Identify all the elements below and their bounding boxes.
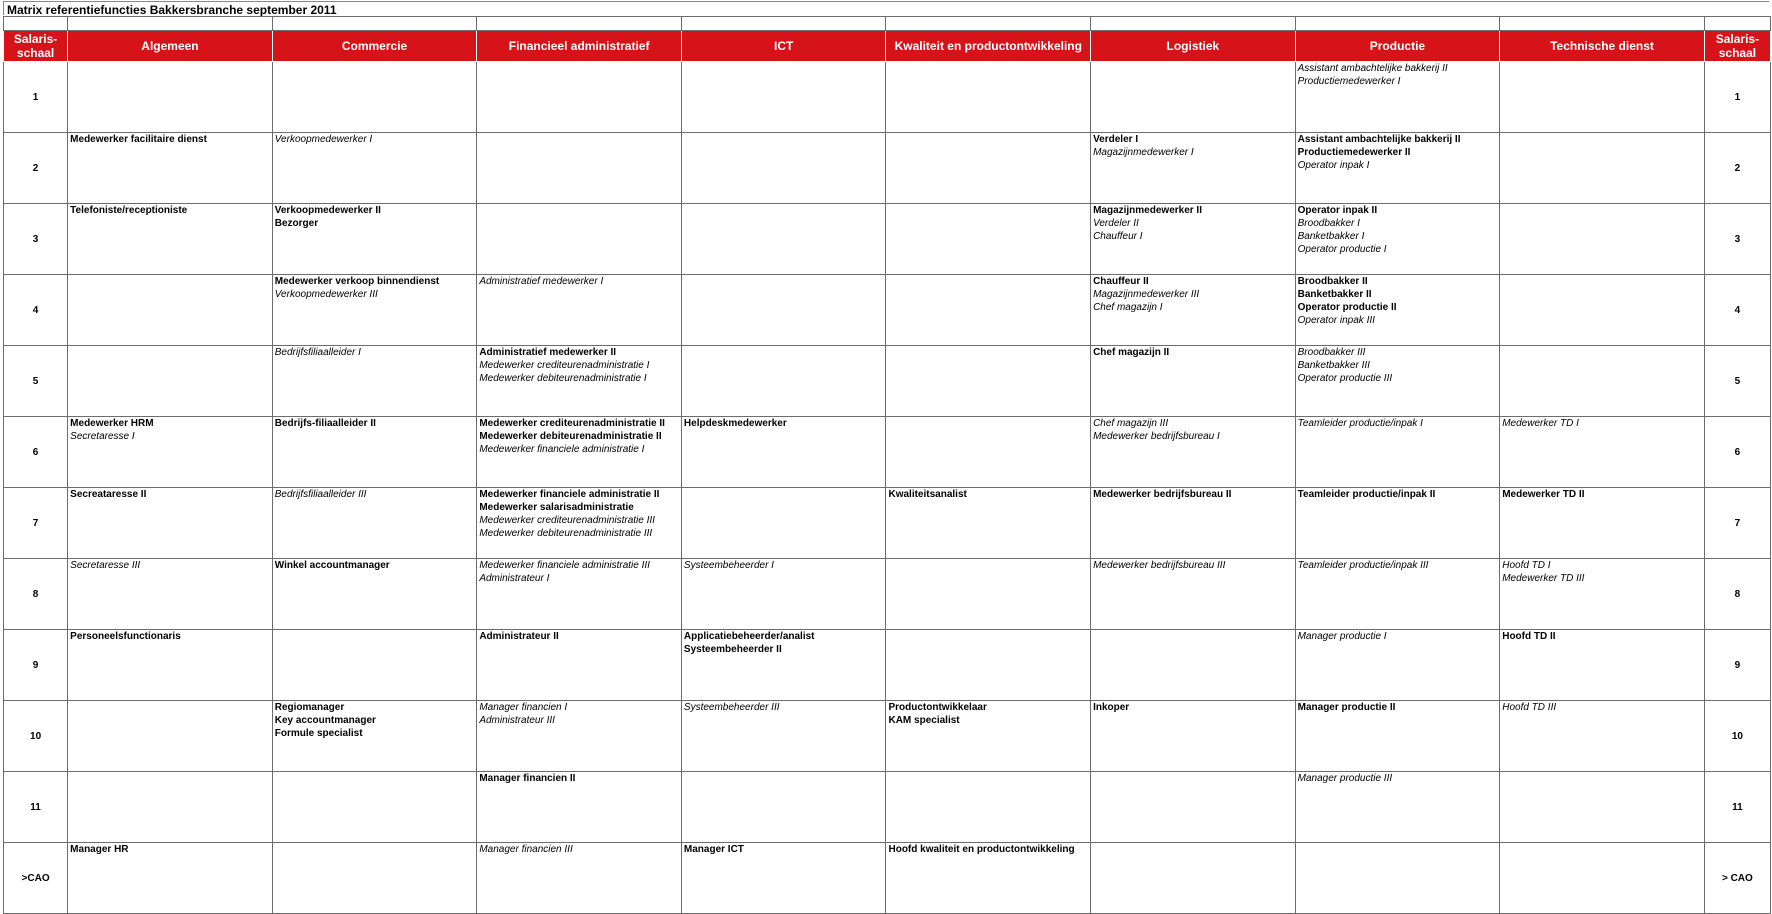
- job-function: Regiomanager: [274, 702, 345, 713]
- job-function: Verkoopmedewerker I: [274, 134, 373, 145]
- matrix-cell: [477, 346, 682, 417]
- matrix-cell: [68, 133, 273, 204]
- salary-scale-left: 7: [4, 488, 68, 559]
- salary-scale-right: 6: [1704, 417, 1770, 488]
- job-function: Verdeler II: [1093, 218, 1139, 229]
- job-function: Secretaresse I: [70, 431, 135, 442]
- matrix-cell: [681, 275, 886, 346]
- matrix-cell: [1500, 204, 1705, 275]
- job-function: Hoofd kwaliteit en productontwikkeling: [888, 844, 1075, 855]
- matrix-cell: [272, 630, 477, 701]
- job-function: Medewerker facilitaire dienst: [70, 134, 207, 145]
- job-function: Operator inpak I: [1297, 160, 1370, 171]
- matrix-cell: [886, 346, 1091, 417]
- job-function: Hoofd TD II: [1502, 631, 1556, 642]
- table-row: [4, 630, 1771, 701]
- job-function: Medewerker crediteurenadministratie III: [479, 515, 655, 526]
- matrix-cell: [1091, 62, 1296, 133]
- matrix-cell: [1295, 559, 1500, 630]
- matrix-cell: [1500, 843, 1705, 914]
- salary-scale-right: 4: [1704, 275, 1770, 346]
- job-function: Bedrijfsfiliaalleider III: [274, 489, 367, 500]
- matrix-cell: [1500, 559, 1705, 630]
- table-row: [4, 133, 1771, 204]
- job-function: Secreataresse II: [70, 489, 147, 500]
- job-function: Chef magazijn I: [1093, 302, 1163, 313]
- salary-scale-left: 6: [4, 417, 68, 488]
- job-function: Manager productie I: [1297, 631, 1387, 642]
- job-function: Chef magazijn II: [1093, 347, 1170, 358]
- header-row: [4, 31, 1771, 62]
- table-row: [4, 701, 1771, 772]
- matrix-cell: [886, 275, 1091, 346]
- table-row: [4, 843, 1771, 914]
- table-row: [4, 772, 1771, 843]
- matrix-cell: [681, 62, 886, 133]
- matrix-cell: [1091, 346, 1296, 417]
- matrix-cell: [272, 417, 477, 488]
- job-function: Medewerker financiele administratie I: [479, 444, 645, 455]
- matrix-cell: [272, 275, 477, 346]
- matrix-cell: [1295, 346, 1500, 417]
- job-function: Medewerker crediteurenadministratie I: [479, 360, 650, 371]
- job-function: Operator inpak II: [1297, 205, 1378, 216]
- job-function: Medewerker debiteurenadministratie III: [479, 528, 653, 539]
- matrix-cell: [1295, 62, 1500, 133]
- matrix-cell: [886, 843, 1091, 914]
- job-function: Hoofd TD III: [1502, 702, 1557, 713]
- salary-scale-left: 10: [4, 701, 68, 772]
- job-function: Manager productie III: [1297, 773, 1393, 784]
- matrix-cell: [681, 204, 886, 275]
- job-function: Assistant ambachtelijke bakkerij II: [1297, 63, 1448, 74]
- salary-scale-right: 10: [1704, 701, 1770, 772]
- matrix-cell: [68, 62, 273, 133]
- salary-scale-right: 5: [1704, 346, 1770, 417]
- matrix-cell: [272, 488, 477, 559]
- matrix-cell: [1295, 488, 1500, 559]
- matrix-cell: [272, 62, 477, 133]
- matrix-cell: [1091, 204, 1296, 275]
- job-function: Medewerker TD II: [1502, 489, 1585, 500]
- function-matrix: [3, 16, 1771, 914]
- job-function: Medewerker salarisadministratie: [479, 502, 634, 513]
- job-function: Operator inpak III: [1297, 315, 1375, 326]
- matrix-cell: [68, 843, 273, 914]
- header-ict: ICT: [681, 31, 886, 62]
- job-function: Bedrijfs-filiaalleider II: [274, 418, 376, 429]
- job-function: Systeembeheerder III: [683, 702, 780, 713]
- job-function: Manager ICT: [683, 844, 744, 855]
- matrix-cell: [477, 630, 682, 701]
- job-function: Manager financien III: [479, 844, 573, 855]
- matrix-cell: [1091, 630, 1296, 701]
- matrix-cell: [68, 346, 273, 417]
- salary-scale-right: 8: [1704, 559, 1770, 630]
- matrix-cell: [1500, 488, 1705, 559]
- matrix-cell: [477, 275, 682, 346]
- job-function: Systeembeheerder I: [683, 560, 774, 571]
- matrix-cell: [1091, 559, 1296, 630]
- job-function: Broodbakker III: [1297, 347, 1366, 358]
- salary-scale-left: 2: [4, 133, 68, 204]
- matrix-cell: [886, 488, 1091, 559]
- job-function: Personeelsfunctionaris: [70, 631, 181, 642]
- matrix-cell: [1295, 204, 1500, 275]
- matrix-cell: [681, 488, 886, 559]
- job-function: Medewerker debiteurenadministratie II: [479, 431, 662, 442]
- matrix-cell: [1295, 133, 1500, 204]
- job-function: Teamleider productie/inpak III: [1297, 560, 1429, 571]
- matrix-cell: [886, 62, 1091, 133]
- salary-scale-left: 3: [4, 204, 68, 275]
- matrix-cell: [272, 701, 477, 772]
- job-function: Administrateur I: [479, 573, 550, 584]
- matrix-cell: [68, 204, 273, 275]
- job-function: Medewerker debiteurenadministratie I: [479, 373, 647, 384]
- job-function: Chauffeur II: [1093, 276, 1149, 287]
- matrix-cell: [477, 488, 682, 559]
- matrix-cell: [681, 559, 886, 630]
- job-function: Telefoniste/receptioniste: [70, 205, 188, 216]
- job-function: KAM specialist: [888, 715, 960, 726]
- header-algemeen: Algemeen: [68, 31, 273, 62]
- matrix-cell: [477, 133, 682, 204]
- salary-scale-left: 5: [4, 346, 68, 417]
- matrix-cell: [1295, 772, 1500, 843]
- matrix-cell: [1295, 275, 1500, 346]
- matrix-cell: [1500, 772, 1705, 843]
- matrix-cell: [272, 772, 477, 843]
- job-function: Magazijnmedewerker II: [1093, 205, 1202, 216]
- matrix-cell: [886, 701, 1091, 772]
- matrix-cell: [681, 843, 886, 914]
- matrix-cell: [681, 346, 886, 417]
- header-productie: Productie: [1295, 31, 1500, 62]
- salary-scale-left: >CAO: [4, 843, 68, 914]
- matrix-cell: [477, 772, 682, 843]
- matrix-cell: [1500, 701, 1705, 772]
- salary-scale-right: 9: [1704, 630, 1770, 701]
- job-function: Medewerker TD I: [1502, 418, 1579, 429]
- job-function: Bedrijfsfiliaalleider I: [274, 347, 361, 358]
- job-function: Medewerker financiele administratie III: [479, 560, 650, 571]
- job-function: Teamleider productie/inpak II: [1297, 489, 1436, 500]
- job-function: Productiemedewerker I: [1297, 76, 1401, 87]
- matrix-cell: [477, 843, 682, 914]
- job-function: Verkoopmedewerker II: [274, 205, 381, 216]
- job-function: Manager financien II: [479, 773, 576, 784]
- job-function: Inkoper: [1093, 702, 1130, 713]
- matrix-cell: [1500, 275, 1705, 346]
- salary-scale-right: > CAO: [1704, 843, 1770, 914]
- matrix-cell: [681, 772, 886, 843]
- job-function: Secretaresse III: [70, 560, 141, 571]
- matrix-cell: [477, 62, 682, 133]
- job-function: Chef magazijn III: [1093, 418, 1169, 429]
- matrix-cell: [886, 133, 1091, 204]
- sheet-title: Matrix referentiefuncties Bakkersbranche september 2011: [3, 1, 1769, 15]
- matrix-cell: [1091, 488, 1296, 559]
- job-function: Systeembeheerder II: [683, 644, 782, 655]
- matrix-cell: [1091, 417, 1296, 488]
- job-function: Verdeler I: [1093, 134, 1139, 145]
- job-function: Formule specialist: [274, 728, 363, 739]
- salary-scale-right: 2: [1704, 133, 1770, 204]
- job-function: Banketbakker III: [1297, 360, 1370, 371]
- header-scale-left: Salaris- schaal: [4, 31, 68, 62]
- table-row: [4, 62, 1771, 133]
- matrix-cell: [886, 772, 1091, 843]
- job-function: Broodbakker II: [1297, 276, 1368, 287]
- header-technische-dienst: Technische dienst: [1500, 31, 1705, 62]
- salary-scale-left: 4: [4, 275, 68, 346]
- job-function: Teamleider productie/inpak I: [1297, 418, 1423, 429]
- matrix-cell: [68, 275, 273, 346]
- job-function: Operator productie II: [1297, 302, 1397, 313]
- job-function: Medewerker bedrijfsbureau II: [1093, 489, 1232, 500]
- salary-scale-left: 9: [4, 630, 68, 701]
- header-commercie: Commercie: [272, 31, 477, 62]
- salary-scale-left: 11: [4, 772, 68, 843]
- matrix-cell: [681, 417, 886, 488]
- matrix-cell: [1500, 417, 1705, 488]
- matrix-cell: [272, 133, 477, 204]
- matrix-cell: [272, 843, 477, 914]
- matrix-cell: [272, 559, 477, 630]
- matrix-cell: [68, 630, 273, 701]
- spacer-row: [4, 17, 1771, 31]
- job-function: Banketbakker I: [1297, 231, 1365, 242]
- salary-scale-left: 8: [4, 559, 68, 630]
- matrix-cell: [68, 559, 273, 630]
- job-function: Operator productie III: [1297, 373, 1393, 384]
- matrix-cell: [272, 204, 477, 275]
- matrix-cell: [68, 488, 273, 559]
- job-function: Applicatiebeheerder/analist: [683, 631, 815, 642]
- job-function: Manager financien I: [479, 702, 568, 713]
- matrix-cell: [1500, 630, 1705, 701]
- matrix-cell: [1295, 701, 1500, 772]
- table-row: [4, 275, 1771, 346]
- job-function: Helpdeskmedewerker: [683, 418, 787, 429]
- matrix-cell: [1091, 772, 1296, 843]
- matrix-cell: [68, 701, 273, 772]
- salary-scale-right: 1: [1704, 62, 1770, 133]
- job-function: Medewerker financiele administratie II: [479, 489, 660, 500]
- job-function: Assistant ambachtelijke bakkerij II: [1297, 134, 1461, 145]
- matrix-cell: [68, 772, 273, 843]
- job-function: Magazijnmedewerker III: [1093, 289, 1200, 300]
- job-function: Medewerker crediteurenadministratie II: [479, 418, 665, 429]
- job-function: Administrateur II: [479, 631, 559, 642]
- salary-scale-right: 3: [1704, 204, 1770, 275]
- job-function: Banketbakker II: [1297, 289, 1372, 300]
- matrix-cell: [477, 204, 682, 275]
- job-function: Hoofd TD I: [1502, 560, 1551, 571]
- job-function: Winkel accountmanager: [274, 560, 390, 571]
- job-function: Broodbakker I: [1297, 218, 1360, 229]
- job-function: Chauffeur I: [1093, 231, 1143, 242]
- job-function: Magazijnmedewerker I: [1093, 147, 1194, 158]
- job-function: Administratief medewerker II: [479, 347, 617, 358]
- job-function: Productiemedewerker II: [1297, 147, 1411, 158]
- header-financieel-administratief: Financieel administratief: [477, 31, 682, 62]
- job-function: Manager HR: [70, 844, 129, 855]
- job-function: Bezorger: [274, 218, 319, 229]
- matrix-cell: [477, 701, 682, 772]
- matrix-cell: [681, 133, 886, 204]
- job-function: Medewerker bedrijfsbureau III: [1093, 560, 1226, 571]
- matrix-cell: [1091, 133, 1296, 204]
- table-row: [4, 204, 1771, 275]
- matrix-cell: [477, 417, 682, 488]
- job-function: Medewerker HRM: [70, 418, 154, 429]
- job-function: Administratief medewerker I: [479, 276, 604, 287]
- job-function: Medewerker verkoop binnendienst: [274, 276, 440, 287]
- header-kwaliteit: Kwaliteit en productontwikkeling: [886, 31, 1091, 62]
- matrix-cell: [1500, 346, 1705, 417]
- table-row: [4, 559, 1771, 630]
- matrix-cell: [1295, 417, 1500, 488]
- job-function: Key accountmanager: [274, 715, 376, 726]
- matrix-cell: [681, 630, 886, 701]
- matrix-cell: [1295, 843, 1500, 914]
- matrix-cell: [1091, 275, 1296, 346]
- job-function: Manager productie II: [1297, 702, 1396, 713]
- matrix-cell: [272, 346, 477, 417]
- matrix-cell: [1091, 843, 1296, 914]
- job-function: Medewerker bedrijfsbureau I: [1093, 431, 1220, 442]
- matrix-cell: [886, 559, 1091, 630]
- table-row: [4, 417, 1771, 488]
- matrix-cell: [886, 630, 1091, 701]
- matrix-cell: [68, 417, 273, 488]
- matrix-cell: [1500, 133, 1705, 204]
- matrix-cell: [886, 204, 1091, 275]
- matrix-cell: [1500, 62, 1705, 133]
- job-function: Verkoopmedewerker III: [274, 289, 378, 300]
- matrix-cell: [477, 559, 682, 630]
- salary-scale-right: 7: [1704, 488, 1770, 559]
- job-function: Administrateur III: [479, 715, 555, 726]
- matrix-cell: [681, 701, 886, 772]
- header-logistiek: Logistiek: [1091, 31, 1296, 62]
- job-function: Productontwikkelaar: [888, 702, 987, 713]
- table-row: [4, 488, 1771, 559]
- job-function: Medewerker TD III: [1502, 573, 1585, 584]
- salary-scale-left: 1: [4, 62, 68, 133]
- job-function: Operator productie I: [1297, 244, 1387, 255]
- matrix-cell: [1295, 630, 1500, 701]
- matrix-cell: [886, 417, 1091, 488]
- salary-scale-right: 11: [1704, 772, 1770, 843]
- matrix-cell: [1091, 701, 1296, 772]
- header-scale-right: Salaris- schaal: [1704, 31, 1770, 62]
- table-row: [4, 346, 1771, 417]
- job-function: Kwaliteitsanalist: [888, 489, 967, 500]
